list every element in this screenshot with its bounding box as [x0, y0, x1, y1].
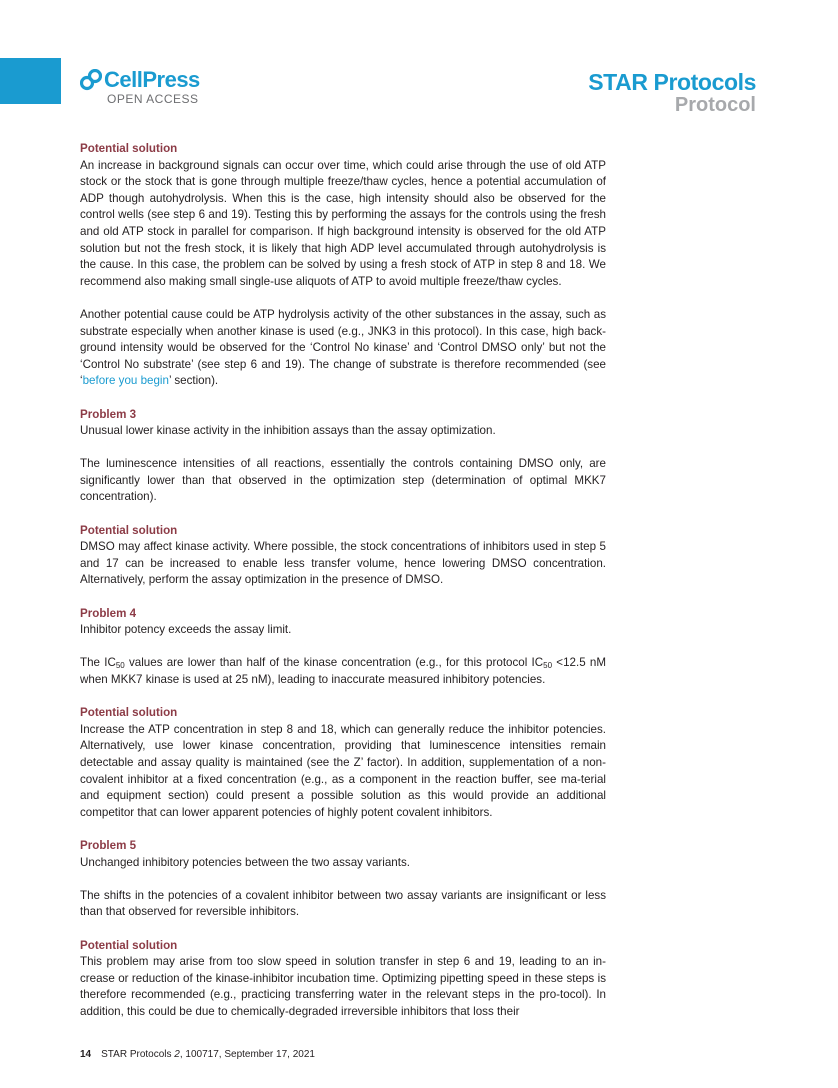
journal-header [588, 70, 756, 116]
article-type: Protocol [674, 94, 756, 116]
paragraph-text: values are lower than half of the kinase concentration (e.g., for this protocol IC [124, 656, 544, 670]
paragraph: Inhibitor potency exceeds the assay limit. [80, 623, 292, 637]
before-you-begin-link[interactable]: before you begin [82, 374, 169, 388]
subscript: 50 [543, 661, 553, 671]
section-heading: Potential solution [80, 523, 178, 537]
citation-text: , 100717, September 17, 2021 [179, 1049, 315, 1060]
section-heading: Potential solution [80, 142, 178, 155]
section-heading: Potential solution [80, 938, 178, 952]
paragraph [80, 307, 606, 390]
citation-volume: 2 [174, 1049, 180, 1060]
section-heading: Problem 4 [80, 606, 137, 620]
journal-title: STAR Protocols [588, 69, 756, 95]
paragraph: An increase in background signals can occur over time, which could arise through the use of old ATP stock or the stock that is gone through multiple freeze/thaw cycles, hence a potential accumulation of ADP though autohydrolysis. When this is the case, high intensity should also be observed for the control wells (see step 6 and 19). Testing this by performing the assays for the controls using the fresh and old ATP stock in parallel for comparison. If high background intensity is observed for the old ATP solution but not the fresh stock, it is likely that high ADP level accumulated through autohydrolysis is the cause. In this case, the problem can be solved by using a fresh stock of ATP in step 8 and 18. We recommend also making small single-use aliquots of ATP to avoid multiple freeze/thaw cycles. [80, 158, 606, 288]
subscript: 50 [115, 661, 125, 671]
cellpress-logo-icon [80, 69, 102, 91]
page-body [80, 141, 606, 1037]
paragraph-text: Another potential cause could be ATP hydrolysis activity of the other substances in the assay, such as substrate especially when another kinase is used (e.g., JNK3 in this protocol). In this case, high back-ground intensity would be observed for the ‘Control No kinase’ and ‘Control DMSO only’ but not the ‘Control No substrate’ (see step 6 and 19). The change of substrate is therefore recommended (see ‘ [80, 307, 606, 388]
logo-name: CellPress [104, 67, 200, 92]
cellpress-logo[interactable] [80, 69, 200, 106]
paragraph-text: The IC [80, 656, 116, 670]
paragraph: Unchanged inhibitory potencies between the two assay variants. [80, 855, 410, 869]
section-heading: Problem 5 [80, 838, 137, 852]
paragraph-text: <12.5 nM when MKK7 kinase is used at 25 nM), leading to inaccurate measured inhibitory potencies. [80, 656, 606, 686]
side-tab [0, 58, 61, 104]
page-footer [80, 1049, 315, 1060]
paragraph: Unusual lower kinase activity in the inhibition assays than the assay optimization. [80, 424, 496, 438]
paragraph [80, 655, 606, 688]
paragraph: This problem may arise from too slow speed in solution transfer in step 6 and 19, leading to an in-crease or reduction of the kinase-inhibitor incubation time. Optimizing pipetting speed in these steps is therefore recommended (e.g., practicing transferring water in the relevant steps in the pro-tocol). In addition, this could be due to chemically-degraded irreversible inhibitors that loss their [80, 955, 606, 1018]
paragraph-text: ’ section). [168, 374, 219, 388]
paragraph: DMSO may affect kinase activity. Where possible, the stock concentrations of inhibitors used in step 5 and 17 can be increased to enable less transfer volume, hence lowering DMSO concentration. Alternatively, perform the assay optimization in the presence of DMSO. [80, 540, 606, 587]
page-number: 14 [80, 1049, 92, 1060]
open-access-label: OPEN ACCESS [107, 92, 199, 106]
paragraph: Increase the ATP concentration in step 8 and 18, which can generally reduce the inhibitor potencies. Alternatively, use lower kinase concentration, providing that luminescence intensities remain detectable and assay quality is maintained (see the Z’ factor). In addition, supplementation of a non-covalent inhibitor at a fixed concentration (e.g., as a component in the reaction buffer, see ma-terial and equipment section) could present a possible solution as this would provide an additional competitor that can lower apparent potencies of highly potent covalent inhibitors. [80, 722, 606, 819]
section-heading: Problem 3 [80, 407, 137, 421]
section-heading: Potential solution [80, 706, 178, 720]
citation-text: STAR Protocols [101, 1049, 175, 1060]
paragraph: The luminescence intensities of all reactions, essentially the controls containing DMSO only, are significantly lower than that observed in the optimization step (determination of optimal MKK7 concentration). [80, 457, 606, 504]
paragraph: The shifts in the potencies of a covalent inhibitor between two assay variants are insignificant or less than that observed for reversible inhibitors. [80, 888, 606, 919]
